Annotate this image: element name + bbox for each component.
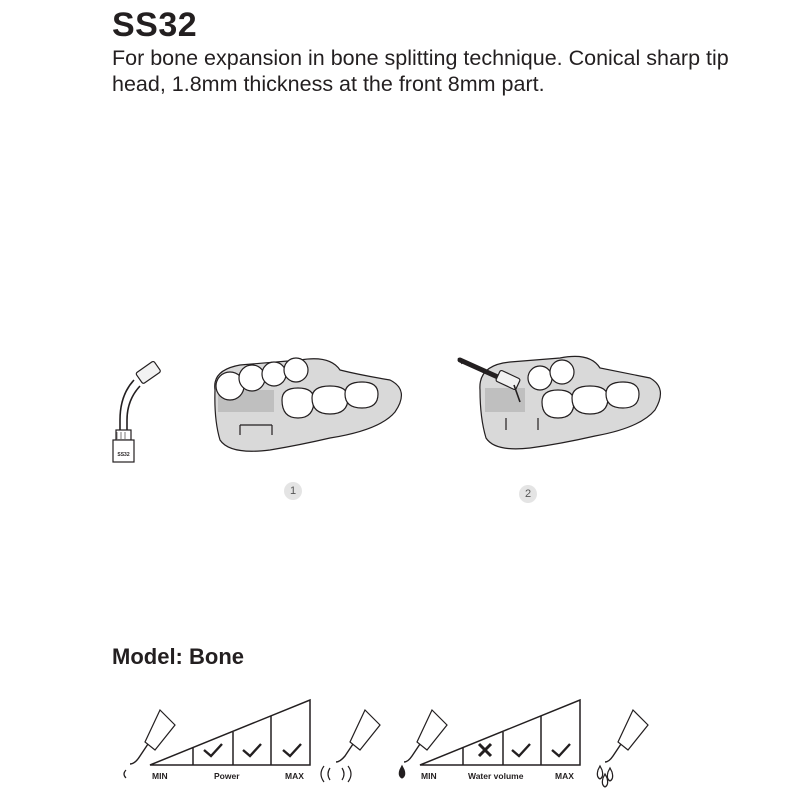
handpiece-high-water-icon (597, 710, 648, 787)
ss32-tip-icon (113, 361, 161, 462)
jaw-illustration-2 (458, 356, 660, 449)
product-code: SS32 (112, 6, 198, 44)
product-description: For bone expansion in bone splitting technique. Conical sharp tip head, 1.8mm thickness at the front 8mm part. (112, 46, 729, 96)
handpiece-low-vibration-icon (124, 710, 175, 778)
water-min-label: MIN (421, 771, 437, 781)
power-min-label: MIN (152, 771, 168, 781)
step-badge-2: 2 (519, 485, 537, 503)
water-max-label: MAX (555, 771, 574, 781)
tip-label: SS32 (117, 452, 130, 458)
step-badge-1: 1 (284, 482, 302, 500)
handpiece-low-water-icon (399, 710, 447, 778)
model-heading: Model: Bone (112, 644, 244, 669)
power-max-label: MAX (285, 771, 304, 781)
water-gauge (420, 700, 580, 765)
jaw-illustration-1 (215, 358, 402, 451)
handpiece-high-vibration-icon (321, 710, 380, 782)
power-gauge (150, 700, 310, 765)
water-center-label: Water volume (468, 771, 524, 781)
power-center-label: Power (214, 771, 240, 781)
